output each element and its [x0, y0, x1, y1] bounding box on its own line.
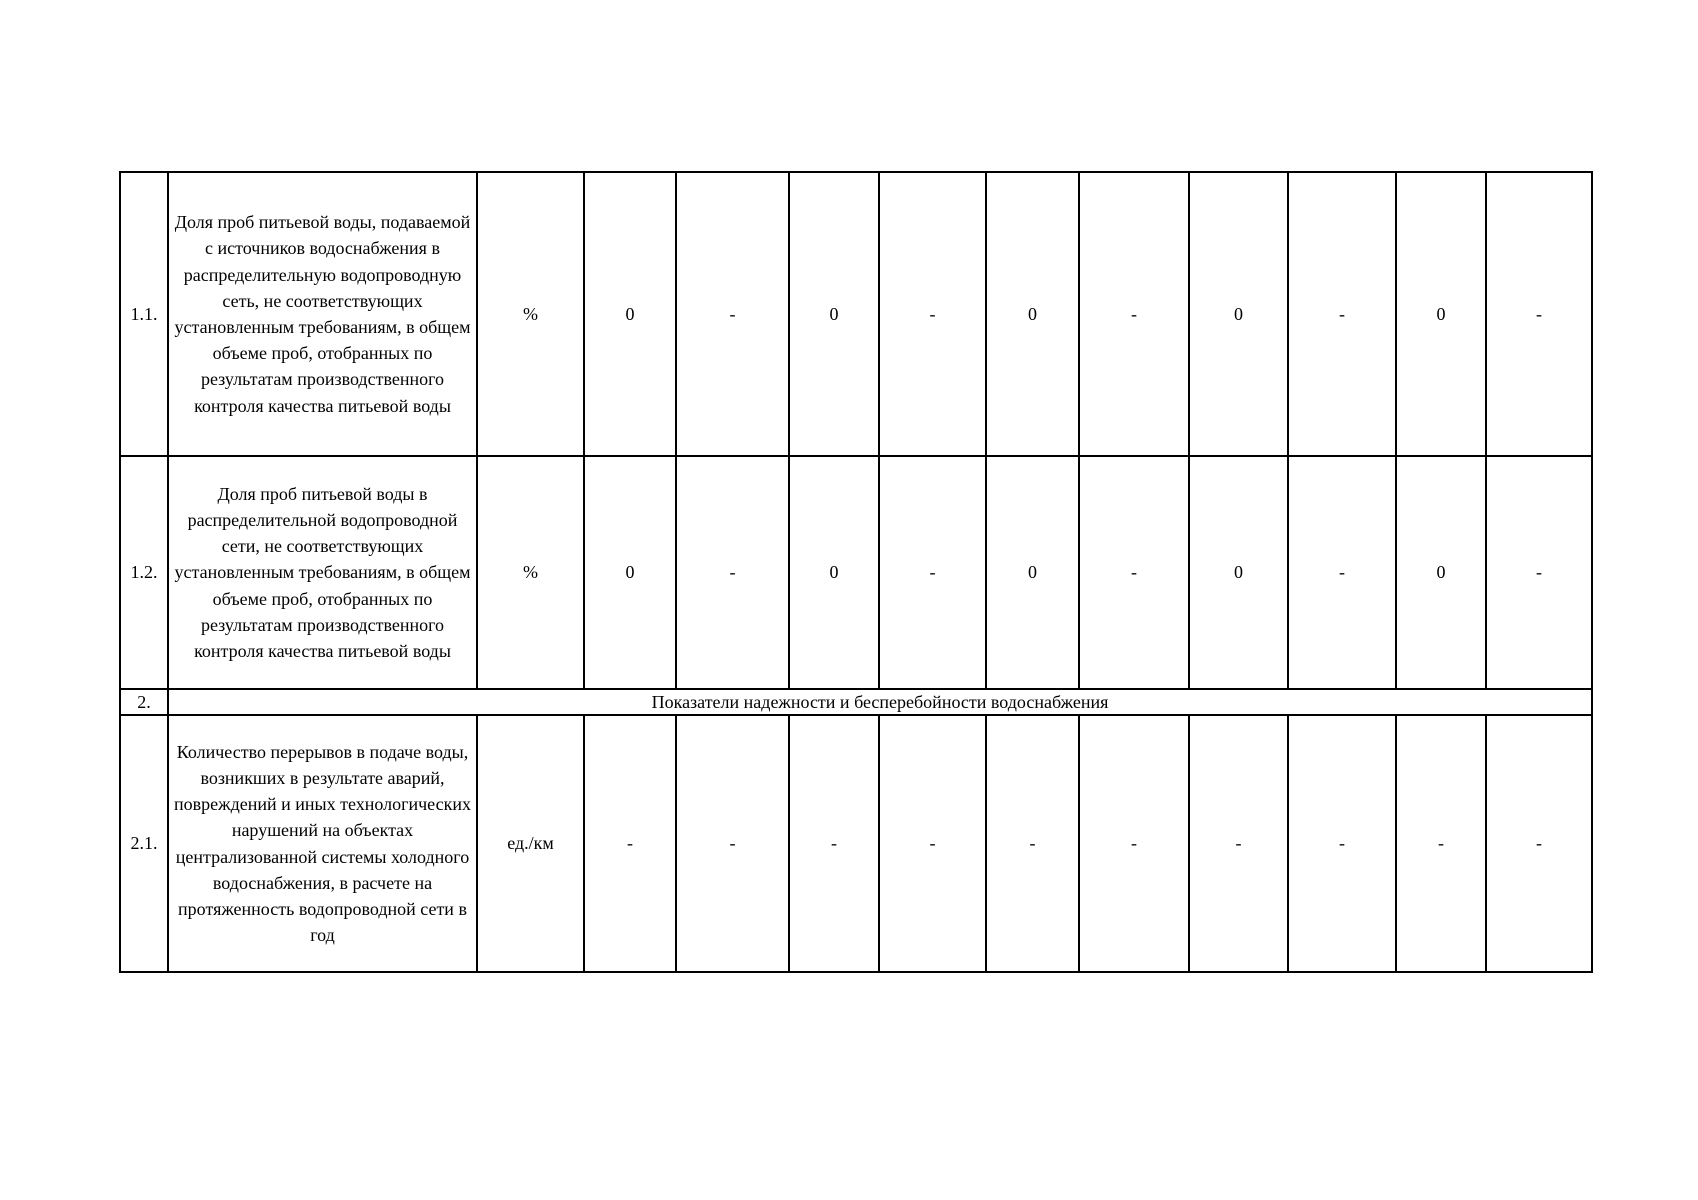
unit-cell: ед./км	[477, 715, 584, 972]
value-cell: 0	[1396, 456, 1486, 689]
value-cell: -	[676, 715, 789, 972]
table-row	[120, 456, 1592, 689]
value-cell: -	[879, 456, 986, 689]
row-number: 1.2.	[120, 456, 168, 689]
value-cell: -	[986, 715, 1079, 972]
section-number: 2.	[120, 689, 168, 715]
value-cell: 0	[584, 456, 676, 689]
value-cell: -	[1079, 456, 1189, 689]
value-cell: -	[1486, 172, 1592, 456]
value-cell: -	[1486, 456, 1592, 689]
value-cell: 0	[1396, 172, 1486, 456]
value-cell: -	[789, 715, 879, 972]
value-cell: 0	[789, 172, 879, 456]
value-cell: 0	[986, 172, 1079, 456]
value-cell: -	[1079, 715, 1189, 972]
value-cell: -	[676, 172, 789, 456]
value-cell: -	[879, 172, 986, 456]
table-row	[120, 715, 1592, 972]
value-cell: -	[1288, 456, 1396, 689]
indicator-description: Доля проб питьевой воды, подаваемой с источников водоснабжения в распределительную водопроводную сеть, не соответствующих установленным требованиям, в общем объеме проб, отобранных по результатам производственного контроля качества питьевой воды	[168, 172, 477, 456]
value-cell: -	[584, 715, 676, 972]
value-cell: -	[1288, 172, 1396, 456]
value-cell: 0	[789, 456, 879, 689]
value-cell: -	[1486, 715, 1592, 972]
indicators-table	[119, 171, 1593, 973]
section-row	[120, 689, 1592, 715]
row-number: 2.1.	[120, 715, 168, 972]
value-cell: -	[1189, 715, 1288, 972]
value-cell: -	[1288, 715, 1396, 972]
table-row	[120, 172, 1592, 456]
row-number: 1.1.	[120, 172, 168, 456]
value-cell: -	[1396, 715, 1486, 972]
indicator-description: Количество перерывов в подаче воды, возникших в результате аварий, повреждений и иных технологических нарушений на объектах централизованной системы холодного водоснабжения, в расчете на протяженность водопроводной сети в год	[168, 715, 477, 972]
value-cell: -	[676, 456, 789, 689]
unit-cell: %	[477, 456, 584, 689]
value-cell: -	[1079, 172, 1189, 456]
value-cell: 0	[584, 172, 676, 456]
section-title: Показатели надежности и бесперебойности водоснабжения	[168, 689, 1592, 715]
value-cell: 0	[1189, 172, 1288, 456]
indicator-description: Доля проб питьевой воды в распределительной водопроводной сети, не соответствующих установленным требованиям, в общем объеме проб, отобранных по результатам производственного контроля качества питьевой воды	[168, 456, 477, 689]
unit-cell: %	[477, 172, 584, 456]
value-cell: 0	[1189, 456, 1288, 689]
value-cell: -	[879, 715, 986, 972]
value-cell: 0	[986, 456, 1079, 689]
